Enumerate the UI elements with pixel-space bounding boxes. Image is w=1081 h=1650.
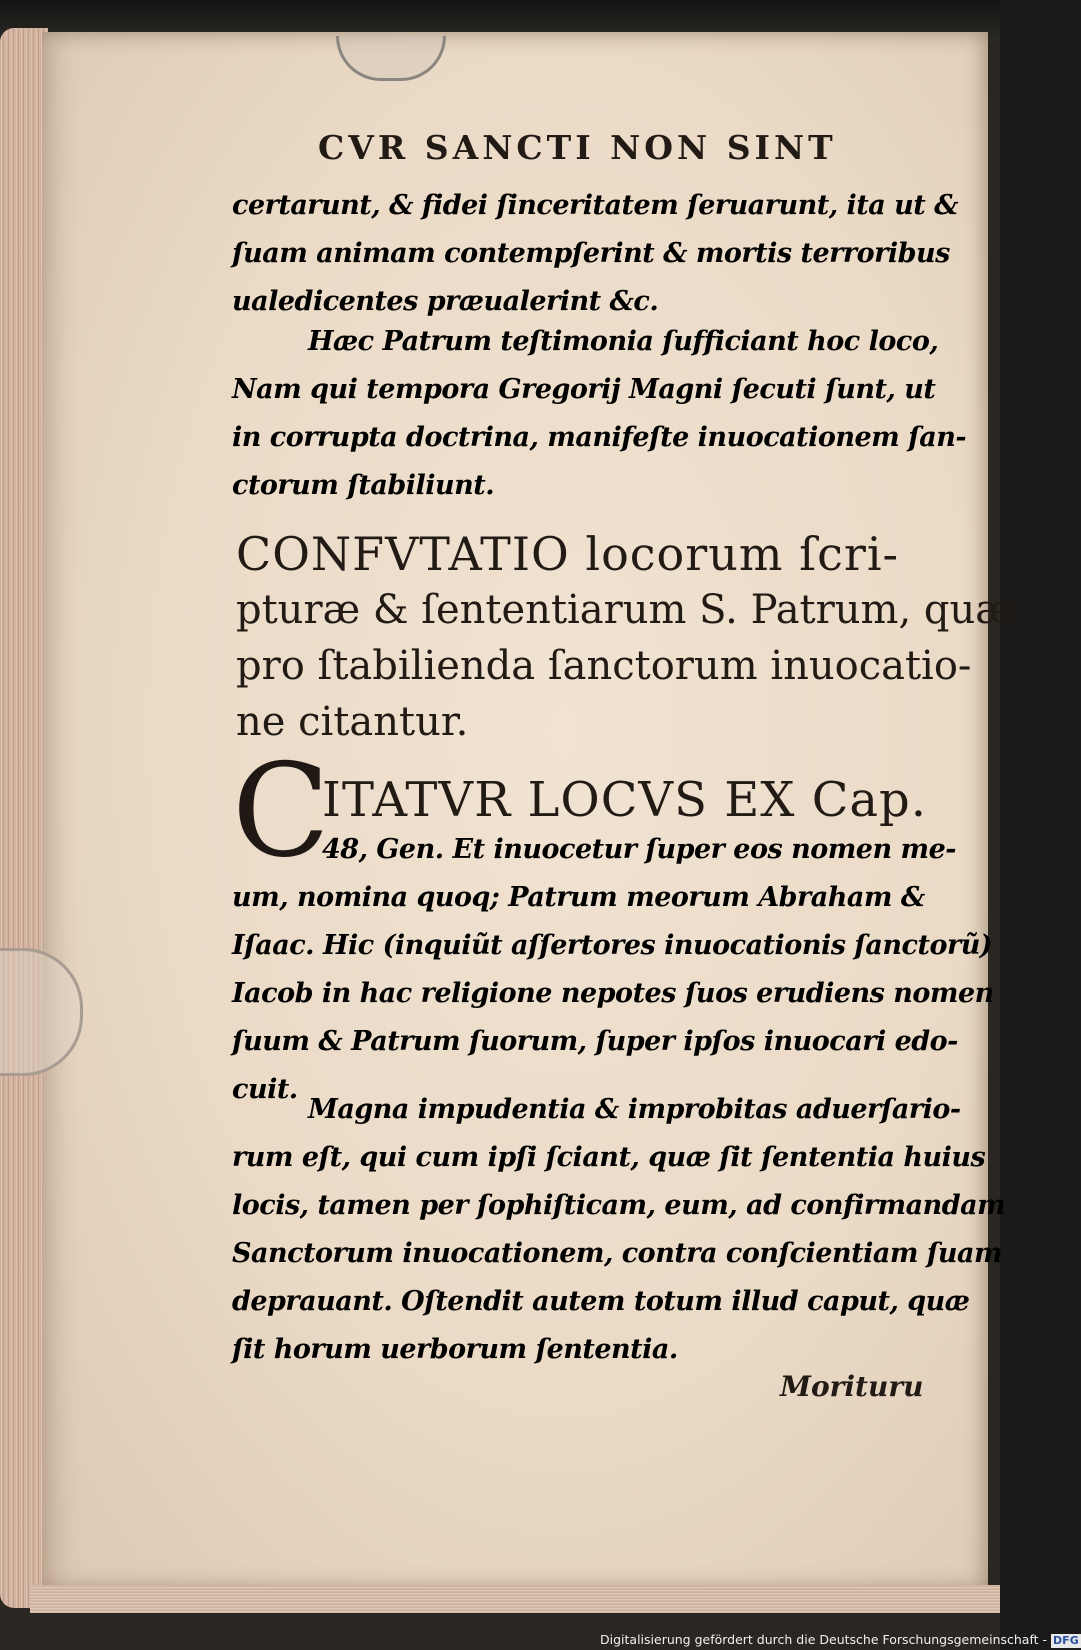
text-line: ſuum & Patrum ſuorum, ſuper ipſos inuocari edo-	[232, 1026, 958, 1057]
text-line: Nam qui tempora Gregorij Magni ſecuti ſunt, ut	[232, 374, 936, 405]
paragraph-3	[232, 826, 994, 1114]
text-line: Magna impudentia & improbitas aduerſario-	[308, 1094, 961, 1125]
text-line: Sanctorum inuocationem, contra conſcientiam ſuam	[232, 1238, 1003, 1269]
heading-line: pro ſtabilienda ſanctorum inuocatio-	[236, 643, 972, 689]
text-line: cuit.	[232, 1074, 298, 1105]
text-line: Iacob in hac religione nepotes ſuos erudiens nomen	[232, 978, 994, 1009]
running-head: CVR SANCTI NON SINT	[318, 128, 837, 167]
drop-cap: C	[232, 737, 330, 886]
text-line: ſuam animam contempſerint & mortis terroribus	[232, 238, 950, 269]
heading-line: CONFVTATIO locorum ſcri-	[236, 527, 900, 581]
dfg-logo: DFG	[1053, 1634, 1079, 1647]
text-line: ctorum ſtabiliunt.	[232, 470, 495, 501]
digitization-credit	[600, 1630, 1081, 1650]
heading-line: pturæ & ſententiarum S. Patrum, quæ	[236, 587, 1013, 633]
credit-text: Digitalisierung gefördert durch die Deutsche Forschungsgemeinschaft -	[600, 1632, 1048, 1647]
text-line: Iſaac. Hic (inquiũt aſſertores inuocationis ſanctorũ)	[232, 930, 993, 961]
text-line: locis, tamen per ſophiſticam, eum, ad confirmandam	[232, 1190, 1006, 1221]
paragraph-1	[232, 182, 959, 326]
page-bottom-edge	[30, 1585, 1000, 1613]
text-line: certarunt, & fidei ſinceritatem ſeruarunt, ita ut &	[232, 190, 959, 221]
catchword: Morituru	[780, 1370, 924, 1403]
paragraph-4	[232, 1086, 1006, 1374]
text-line: rum eſt, qui cum ipſi ſciant, quæ ſit ſententia huius	[232, 1142, 986, 1173]
text-line: 48, Gen. Et inuocetur ſuper eos nomen me-	[322, 834, 956, 865]
text-line: Hæc Patrum teſtimonia ſufficiant hoc loco,	[308, 326, 939, 357]
text-line: um, nomina quoq; Patrum meorum Abraham &	[232, 882, 925, 913]
heading-line: ne citantur.	[236, 699, 469, 745]
page-stack-edges	[0, 28, 48, 1608]
text-line: deprauant. Oſtendit autem totum illud caput, quæ	[232, 1286, 970, 1317]
section-heading	[236, 526, 1013, 750]
section-opening-line: ITATVR LOCVS EX Cap.	[322, 772, 928, 828]
text-line: in corrupta doctrina, manifeſte inuocationem ſan-	[232, 422, 967, 453]
paragraph-2	[232, 318, 967, 510]
text-line: ualedicentes præualerint &c.	[232, 286, 659, 317]
text-line: ſit horum uerborum ſententia.	[232, 1334, 678, 1365]
